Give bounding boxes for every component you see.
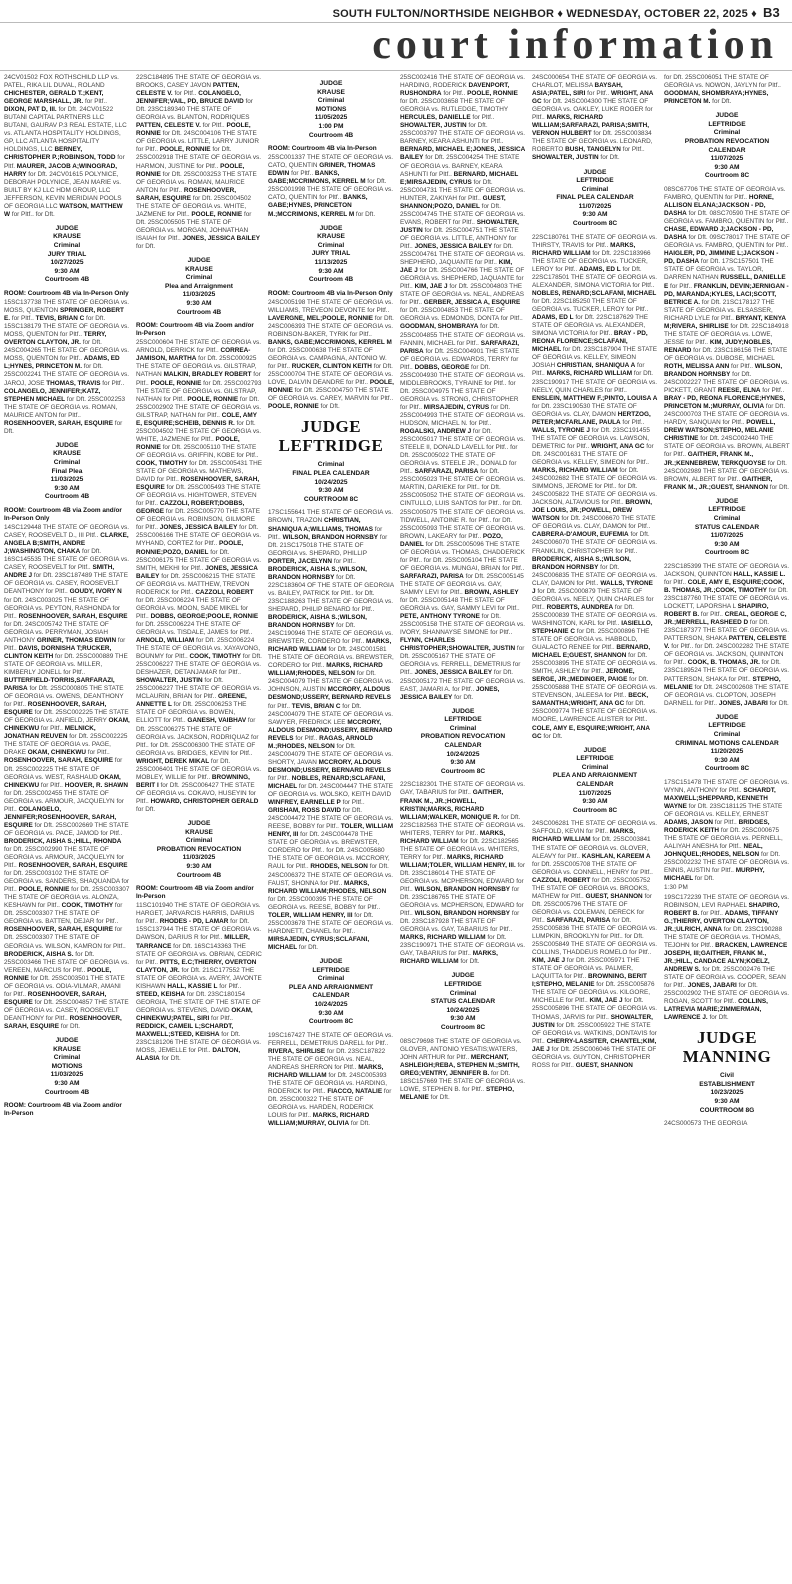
calendar-header-line: 11/07/2025 (710, 532, 744, 540)
calendar-header-line: Criminal (53, 459, 81, 467)
calendar-header-line: PLEA AND ARRAIGNMENT (552, 772, 638, 780)
calendar-header-line: Criminal (713, 514, 741, 522)
calendar-header-line: CALENDAR (708, 146, 746, 154)
calendar-header-line: JURY TRIAL (47, 250, 87, 258)
calendar-header-line: 11/03/2025 (50, 1071, 84, 1079)
calendar-header (4, 442, 130, 502)
calendar-header-line: Criminal (449, 724, 477, 732)
calendar-header-line: 10/24/2025 (446, 750, 480, 758)
calendar-header-line: JUDGE (715, 112, 739, 120)
case-listing: 17SC151478 THE STATE OF GEORGIA vs. WYNN, ANTHONY for Pltf.. SCHARDT, MAXWELL;SHEPPARD, KENNETH WAYNE for Dft. 23SC181125 THE STATE OF GEORGIA vs. KELLEY, ERNEST ADAMS, JASON for Pltf.. BRIDGES, RODERICK KEITH for Dft. 25SC000675 THE STATE OF GEORGIA vs. PERNELL, AALIYAH ANESHA for Pltf.. NEAL, JOHNQUEL;RHODES, NELSON for Dft. 25SC002232 THE STATE OF GEORGIA vs. ENNIS, AUSTIN for Pltf.. MURPHY, MICHAEL for Dft. (664, 778, 790, 883)
room-note: ROOM: Courtroom 4B via In-Person Only (4, 290, 129, 297)
calendar-header-line: 11/07/2025 (578, 789, 612, 797)
calendar-header-line: Courtroom 4B (44, 276, 90, 284)
calendar-header (664, 1072, 790, 1115)
calendar-header-line: Criminal (317, 975, 345, 983)
room-note: ROOM: Courtroom 4B via Zoom and/or In-Person (136, 885, 254, 901)
calendar-header-line: Courtroom 4B (176, 871, 222, 879)
calendar-header-line: Courtroom 4B (308, 276, 354, 284)
calendar-header-line: 10/27/2025 (50, 259, 84, 267)
calendar-header-line: 10/24/2025 (314, 1000, 348, 1008)
calendar-header-line: 9:30 AM (54, 267, 80, 275)
case-listing: 25SC001337 THE STATE OF GEORGIA vs. CATO, QUENTIN GRINER, THOMAS EDWIN for Pltf.. BANKS, GABE;MCCRIMONS, KERREL M for Dft. 25SC001998 THE STATE OF GEORGIA vs. CATO, QUENTIN for Pltf.. BANKS, GABE;HYNES, PRINCETON M.;MCCRIMONS, KERREL M for Dft. (268, 154, 394, 218)
case-listing: 24CV01502 FOX ROTHSCHILD LLP vs. PATEL, RIKA LIL DUVAL, ROLAND CHICHESTER, GERALD T.;KENT, GEORGE MARSHALL, JR. for Pltf.. DIXON, PAT D, III. for Dft. 24CV01522 BUTANI CAPITAL PARTNERS LLC BUTANI, GAURAV P.3 REAL ESTATE, LLC vs. ATLANTA HOSPITALITY HOLDINGS, GP, LLC ATLANTA HOSPITALITY HOLDINGS, LLC BERNEY, CHRISTOPHER P.;ROBINSON, TODD for Pltf. MAURER, JACOB A;WINOGRAD, HARRY for Dft. 24CV01615 POLYNICE, DEBORAH POLYNICE, JEAN MARIE vs. BUILT BY KJ LLC HDM GROUP, LLC JEFFERSON, KEVIN MERIDIAN POOLS OF GEORGIA LLC WATSON, MATTHEW W for Pltf.. for Dft. (4, 74, 127, 218)
column-1 (4, 74, 130, 1578)
calendar-header (532, 747, 658, 816)
case-listing: 19SC167427 THE STATE OF GEORGIA vs. FERRELL, DEMETRIUS DARELL for Pltf.. RIVERA, SHIRLISE for Dft. 23SC187822 THE STATE OF GEORGIA vs. NEAL, ANDREAS SHERRON for Pltf.. MARKS, RICHARD WILLIAM for Dft. 24SC005393 THE STATE OF GEORGIA vs. HARDING, RODERICK for Pltf.. FIACCO, NATALIE for Dft. 25SC000322 THE STATE OF GEORGIA vs. HARDEN, RODERICK LOUIS for Pltf.. MARKS, RICHARD WILLIAM;MURRAY, OLIVIA for Dft. (268, 1031, 394, 1128)
calendar-header-line: JUDGE (715, 497, 739, 505)
room-note: ROOM: Courtroom 4B via Zoom and/or In-Person (136, 322, 254, 338)
calendar-header-line: Criminal (581, 185, 609, 193)
calendar-header-line: 9:30 AM (54, 484, 80, 492)
calendar-header-line: Criminal (185, 837, 213, 845)
calendar-header-line: 9:30 AM (450, 759, 476, 767)
calendar-header-line: 11/13/2025 (314, 258, 348, 266)
calendar-header (268, 80, 394, 140)
case-listing: 14SC129448 THE STATE OF GEORGIA vs. CASEY, ROOSEVELT D., III Pltf.. CLARKE, ANGELA B;SMITH, ANDRE J;WASHINGTON, CHAKA for Dft. 16SC145535 THE STATE OF GEORGIA vs. CASEY, ROOSEVELT for Pltf.. SMITH, ANDRE J for Dft. 23SC187489 THE STATE OF GEORGIA vs. CASEY, ROOSEVELT DEANTHONY for Pltf.. GOUDY, IVORY N for Dft. 24SC003025 THE STATE OF GEORGIA vs. PEYTON, RASHONDA for Pltf.. ROSENHOOVER, SARAH, ESQUIRE for Dft. 24SC005742 THE STATE OF GEORGIA vs. PERRYMAN, JOSIAH ANTHONY GRINER, THOMAS EDWIN for Pltf.. DAVIS, DORNISHA T;RUCKER, CLINTON KEITH for Dft. 25SC000889 THE STATE OF GEORGIA vs. MILLER, KIMBERLY JONELL for Pltf.. BUTTERFIELD-TORRIS,SARFARAZI, PARISA for Dft. 25SC000805 THE STATE OF GEORGIA vs. OWENS, DEANTHONY for Pltf.. ROSENHOOVER, SARAH, ESQUIRE for Dft. 25SC002225 THE STATE OF GEORGIA vs. ANFIELD, JERRY OKAM, CHINEKWU for Pltf.. MELNICK, JONATHAN REUVEN for Dft. 25SC002225 THE STATE OF GEORGIA vs. PAGE, DRAKE OKAM, CHINEKWU for Pltf.. ROSENHOOVER, SARAH, ESQUIRE for Dft. 25SC002225 THE STATE OF GEORGIA vs. WEST, RASHAUD OKAM, CHINEKWU for Pltf.. HOOVER, R. SHAWN for Dft. 25SC002455 THE STATE OF GEORGIA vs. ARMOUR, JACQUELYN for Pltf.. COLANGELO, JENNIFER;ROSENHOOVER, SARAH, ESQUIRE for Dft. 25SC002669 THE STATE OF GEORGIA vs. PACE, JAMOD for Pltf.. BRODERICK, AISHA S.;HILL, RHONDA for Dft. 25SC002990 THE STATE OF GEORGIA vs. ARMOUR, JACQUELYN for Pltf.. ROSENHOOVER, SARAH, ESQUIRE for Dft. 25SC003102 THE STATE OF GEORGIA vs. SANDERS, SHAQUANDA for Pltf.. POOLE, RONNIE for Dft. 25SC003307 THE STATE OF GEORGIA vs. ALONZA, KESHAWN for Pltf.. COOK, TIMOTHY for Dft. 25SC003307 THE STATE OF GEORGIA vs. BATTEN, DEJAR for Pltf.. ROSENHOOVER, SARAH, ESQUIRE for Dft. 25SC003307 THE STATE OF GEORGIA vs. WILSON, KAMRON for Pltf.. BRODERICK, AISHA S. for Dft. 25SC003466 THE STATE OF GEORGIA vs. VEREEN, MARCUS for Pltf.. POOLE, RONNIE for Dft. 25SC003501 THE STATE OF GEORGIA vs. ODIA-VILMAR, AMANI for Pltf.. ROSENHOOVER, SARAH, ESQUIRE for Dft. 25SC004857 THE STATE OF GEORGIA vs. CASEY, ROOSEVELT DEANTHONY for Pltf.. ROSENHOOVER, SARAH, ESQUIRE for Dft. (4, 524, 130, 1030)
calendar-header-line: JUDGE (187, 820, 211, 828)
calendar-header-line: JUDGE (319, 957, 343, 965)
case-listing: 11SC101940 THE STATE OF GEORGIA vs. HARGET, JARVARCIS HARRIS, DARIUS for Pltf.. RHODES - PD, LAMAR for Dft. 15SC137944 THE STATE OF GEORGIA vs. DAWSON, DARIUS R for Pltf.. MILLER, TARRANCE for Dft. 16SC143363 THE STATE OF GEORGIA vs. OBRIAN, CEDRIC for Pltf.. PITTS, E.C;THIERRY, OVERTON CLAYTON, JR. for Dft. 21SC177552 THE STATE OF GEORGIA vs. AVERY, JAVONTE KISHAWN HALL, KASSIE L for Pltf.. STEED, KEISHA for Dft. 23SC180154 GEORGIA, THE STATE OF THE STATE OF GEORGIA vs. STEVENS, DAVID OKAM, CHINEKWU;PATEL, SIRI for Pltf.. REDDICK, CAMEIL L;SCHARDT, MAXWELL;STEED, KEISHA for Dft. 23SC181206 THE STATE OF GEORGIA vs. MOSS, JEMELLE for Pltf.. DALTON, ALASIA for Dft. (136, 902, 262, 1063)
calendar-header-line: Courtroom 8C (704, 765, 750, 773)
calendar-header (664, 112, 790, 181)
calendar-header-line: 9:30 AM (714, 540, 740, 548)
case-listing: 24SC000654 THE STATE OF GEORGIA vs. CHARLOT, MELISSA BAYSAH, ASIA;PATEL, SIRI for Pltf.. WRIGHT, ANA GC for Dft. 24SC004300 THE STATE OF GEORGIA vs. OAKLEY, LUKE ROGER for Pltf.. MARKS, RICHARD WILLIAM;SARFARAZI, PARISA;SMITH, VERNON HULBERT for Dft. 25SC003834 THE STATE OF GEORGIA vs. LEONARD, ROBERTO BUSH, TANGELYN for Pltf.. SHOWALTER, JUSTIN for Dft. (532, 74, 658, 162)
calendar-header-line: JUDGE (300, 417, 362, 437)
court-listings (4, 74, 790, 1578)
calendar-header-line: 11/20/2025 (710, 748, 744, 756)
calendar-header-line: COURTROOM 8G (699, 1106, 755, 1114)
calendar-header-line: JUDGE (451, 707, 475, 715)
calendar-header-line: PROBATION REVOCATION (420, 733, 506, 741)
calendar-header-line: Courtroom 8C (572, 220, 618, 228)
calendar-header-line: 9:30 AM (582, 798, 608, 806)
calendar-header-line: PLEA AND ARRAIGNMENT (288, 983, 374, 991)
calendar-header-line: Courtroom 4B (176, 308, 222, 316)
calendar-header-line: LEFTRIDGE (708, 722, 746, 730)
calendar-header-line: KRAUSE (53, 450, 81, 458)
calendar-header-line: 11/07/2025 (578, 202, 612, 210)
calendar-header-line: JUDGE (187, 257, 211, 265)
case-listing: 1:30 PM (664, 884, 688, 892)
room-note: ROOM: Courtroom 4B via In-Person Only (268, 289, 393, 297)
calendar-header-line: KRAUSE (185, 265, 213, 273)
calendar-header-line: JUDGE (451, 972, 475, 980)
calendar-header-line: FINAL PLEA CALENDAR (556, 194, 634, 202)
calendar-header-line: Criminal (53, 242, 81, 250)
calendar-header (664, 714, 790, 774)
case-listing: 17SC155641 THE STATE OF GEORGIA vs. BROWN, TRAZON CHRISTIAN, SHANIQUA A;WILLIAMS, THOMAS for Pltf.. WILSON, BRANDON HORNSBY for Dft. 21SC175018 THE STATE OF GEORGIA vs. SHEPARD, PHILLIP PORTER, JACELYNN for Pltf.. BRODERICK, AISHA S.;WILSON, BRANDON HORNSBY for Dft. 22SC183604 OF THE STATE OF GEORGIA vs. BAILEY, PATRICK for Pltf.. for Dft. 23SC188263 THE STATE OF GEORGIA vs. SHEPARD, PHILIP BENARD for Pltf.. BRODERICK, AISHA S.;WILSON, BRANDON HORNSBY for Dft. 24SC190946 THE STATE OF GEORGIA vs. BREWSTER, CORDERO for Pltf.. MARKS, RICHARD WILLIAM for Dft. 24SC001581 THE STATE OF GEORGIA vs. BREWSTER, CORDERO for Pltf.. MARKS, RICHARD WILLIAM;RHODES, NELSON for Dft. 24SC004079 THE STATE OF GEORGIA vs. JOHNSON, AUSTIN MCCRORY, ALDOUS DESMOND;USSERY, BERNARD REVELS for Pltf.. TEVIS, BRIAN C for Dft. 24SC004079 THE STATE OF GEORGIA vs. SAWYER, FREDRICK LEE MCCRORY, ALDOUS DESMOND;USSERY, BERNARD REVELS for Pltf.. RAGAS, ARNOLD M.;RHODES, NELSON for Dft. 24SC004079 THE STATE OF GEORGIA vs. SHORTY, JAVAN MCCRORY, ALDOUS DESMOND;USSERY, BERNARD REVELS for Pltf.. NOBLES, RENARD;SCLAFANI, MICHAEL for Dft. 24SC004447 THE STATE OF GEORGIA vs. WOLSKO, KEITH DAVID WINFREY, EARNELLE P for Pltf.. GRISHAM, ROSS DAVID for Dft. 24SC004472 THE STATE OF GEORGIA vs. REESE, BOBBY for Pltf.. TOLER, WILLIAM HENRY, III for Dft. 24SC004478 THE STATE OF GEORGIA vs. BREWSTER, CORDERO for Pltf.. for Dft. 24SC005680 THE STATE OF GEORGIA vs. MCCRORY, RAUL for Pltf.. RHODES, NELSON for Dft. 24SC006372 THE STATE OF GEORGIA vs. FAUST, SHONNA for Pltf.. MARKS, RICHARD WILLIAM;RHODES, NELSON for Dft. 25SC000395 THE STATE OF GEORGIA vs. REESE, BOBBY for Pltf.. TOLER, WILLIAM HENRY, III for Dft. 25SC003678 THE STATE OF GEORGIA vs. HARDNETT, CHANEL for Pltf.. MIRSAJEDIN, CYRUS;SCLAFANI, MICHAEL for Dft. (268, 509, 394, 951)
case-listing: 24SC006281 THE STATE OF GEORGIA vs. SAFFOLD, KEVIN for Pltf.. MARKS, RICHARD WILLIAM for Dft. 25SC003841 THE STATE OF GEORGIA vs. GLOVER, ALEAVY for Pltf.. KASHLAN, KAREEM A for Dft. 25SC005708 THE STATE OF GEORGIA vs. CONNELL, HENRY for Pltf.. CAZZOLI, ROBERT for Dft. 25SC005752 THE STATE OF GEORGIA vs. BROOKS, MATHEW for Pltf.. GUEST, SHANNON for Dft. 25SC005796 THE STATE OF GEORGIA vs. COLEMAN, DERECK for Pltf.. SARFARAZI, PARISA for Dft. 25SC005836 THE STATE OF GEORGIA vs. LUMPKIN, BROOKLYN for Pltf.. for Dft. 25SC005849 THE STATE OF GEORGIA vs. COLLINS, THADDEUS ROMELO for Pltf.. KIM, JAE J for Dft. 25SC005971 THE STATE OF GEORGIA vs. PALMER, LAQUITTA for Pltf.. BROWNING, BERIT I;STEPHO, MELANIE for Dft. 25SC005876 THE STATE OF GEORGIA vs. KILGORE, MICHELLE for Pltf.. KIM, JAE J for Dft. 25SC005896 THE STATE OF GEORGIA vs. THOMAS, JARVIS for Pltf.. SHOWALTER, JUSTIN for Dft. 25SC005922 THE STATE OF GEORGIA vs. WATKINS, DONTAVIS for Pltf.. CHERRY-LASSITER, CHANTEL;KIM, JAE J for Dft. 25SC006046 THE STATE OF GEORGIA vs. GUYTON, CHRISTOPHER ROSS for Pltf.. GUEST, SHANNON (532, 820, 658, 1069)
calendar-header-line: Courtroom 8C (572, 806, 618, 814)
calendar-header-line: Courtroom 8C (704, 172, 750, 180)
calendar-header-line: 11/07/2025 (710, 155, 744, 163)
calendar-header (400, 972, 526, 1032)
calendar-header-line: JUDGE (715, 713, 739, 721)
column-4 (400, 74, 526, 1578)
calendar-header-line: Criminal (581, 763, 609, 771)
calendar-header-line: 9:30 AM (582, 211, 608, 219)
case-listing: 08SC79698 THE STATE OF GEORGIA vs. GLOVER, ANTONIO YESATIS;WATERS, JOHN ARTHUR for Pltf.. MERCHANT, ASHLEIGH;REBA, STEPHEN M.;SMITH, GREG;VENTRY, JENNIFER B. for Dft. 18SC157669 THE STATE OF GEORGIA vs. LOWE, STEPHEN B. for Pltf.. STEPHO, MELANIE for Dft. (400, 1037, 526, 1101)
calendar-header-line: 9:30 AM (714, 756, 740, 764)
room-note: ROOM: Courtroom 4B via Zoom and/or In-Person (4, 1102, 122, 1118)
calendar-header-line: Criminal (317, 97, 345, 105)
column-2 (136, 74, 262, 1578)
calendar-header-line: LEFTRIDGE (278, 436, 384, 456)
calendar-header-line: PROBATION REVOCATION (684, 137, 770, 145)
calendar-header-line: LEFTRIDGE (576, 755, 614, 763)
calendar-header-line: JUDGE (55, 224, 79, 232)
calendar-header-line: COURTROOM 8C (303, 495, 359, 503)
calendar-header-line: JUDGE (583, 168, 607, 176)
calendar-header-line: LEFTRIDGE (576, 177, 614, 185)
calendar-header-line: ESTABLISHMENT (699, 1080, 755, 1088)
calendar-header-line: Plea and Arraignment (165, 282, 233, 290)
calendar-header-line: CALENDAR (576, 781, 614, 788)
calendar-header-line: MOTIONS (51, 1062, 83, 1070)
calendar-header-line: Criminal (185, 274, 213, 282)
calendar-header-line: 9:30 AM (186, 863, 212, 871)
calendar-header-line: Courtroom 8C (704, 549, 750, 557)
case-listing: 24CS000573 THE GEORGIA (664, 1120, 748, 1128)
calendar-header-line: JUDGE (319, 224, 343, 232)
calendar-header-line: 11/03/2025 (50, 476, 84, 484)
calendar-header-line: Criminal (53, 1054, 81, 1062)
calendar-header-line: Civil (720, 1072, 734, 1080)
calendar-header-line: JUDGE (55, 441, 79, 449)
case-listing: 15SC137738 THE STATE OF GEORGIA vs. MOSS, QUENTON SPRINGER, ROBERT E. for Pltf.. TEVIS, BRIAN C for Dft. 15SC138179 THE STATE OF GEORGIA vs. MOSS, QUENTON for Pltf.. TERRY, OVERTON CLAYTON, JR. for Dft. 24SC004265 THE STATE OF GEORGIA vs. MOSS, QUENTON for Pltf.. ADAMS, ED L;HYNES, PRINCETON M. for Dft. 25SC002241 THE STATE OF GEORGIA vs. JAROJ, JOSE THOMAS, TRAVIS for Pltf.. COLANGELO, JENNIFER;KATZ, STEPHEN MICHAEL for Dft. 25SC002253 THE STATE OF GEORGIA vs. ROMAN, MAURICE ANTON for Pltf.. ROSENHOOVER, SARAH, ESQUIRE for Dft. (4, 299, 130, 435)
calendar-header-line: LEFTRIDGE (708, 506, 746, 514)
calendar-header-line: KRAUSE (317, 233, 345, 241)
calendar-header-line: Final Plea (51, 467, 83, 475)
calendar-header (4, 225, 130, 285)
case-listing: 22SC180761 THE STATE OF GEORGIA vs. THIRSTY, TRAVIS for Pltf.. MARKS, RICHARD WILLIAM for Dft. 22SC183966 THE STATE OF GEORGIA vs. TUCKER, LEROY for Pltf.. ADAMS, ED L for Dft. 22SC178501 THE STATE OF GEORGIA vs. ALEXANDER, SIMONA VICTORIA for Pltf.. NOBLES, RENARD;SCLAFANI, MICHAEL for Dft. 22SC185250 THE STATE OF GEORGIA vs. TUCKER, LEROY for Pltf.. ADAMS, ED L for Dft. 22SC187629 THE STATE OF GEORGIA vs. ALEXANDER, SIMONA VICTORIA for Pltf.. BRAY - PD, REONA FLORENCE;SCLAFANI, MICHAEL for Dft. 23SC187904 THE STATE OF GEORGIA vs. KELLEY, SIMEON JOSIAH CHRISTIAN, SHANIQUA A for Pltf.. MARKS, RICHARD WILLIAM for Dft. 23SC190917 THE STATE OF GEORGIA vs. NEELY, QUIN CHARLES for Pltf.. ENSLEIN, MATTHEW F.;PINTO, LOUISA A for Dft. 23SC190530 THE STATE OF GEORGIA vs. CLAY, DAMON HERTZOG, PETER;MCFARLANE, PAULA for Pltf.. WALLS, TYRONE J for Dft. 23SC191455 THE STATE OF GEORGIA vs. LAWSON, DEMETRIC for Pltf.. WRIGHT, ANA GC for Dft. 24SC001631 THE STATE OF GEORGIA vs. KELLEY, SIMEON for Pltf.. MARKS, RICHARD WILLIAM for Dft. 24SC002682 THE STATE OF GEORGIA vs. SIMMONS, JEROME for Pltf.. for Dft. 24SC005822 THE STATE OF GEORGIA vs. JACKSON, ALTAVIOUS for Pltf.. BROWN, JOE LOUIS, JR.;POWELL, DREW WATSON for Dft. 24SC006670 THE STATE OF GEORGIA vs. CLAY, DAMON for Pltf.. CABRERA-D'AMOUR, EUFEMIA for Dft. 24SC006070 THE STATE OF GEORGIA vs. FRANKLIN, CHRISTOPHER for Pltf.. BRODERICK, AISHA S.;WILSON, BRANDON HORNSBY for Dft. 24SC006835 THE STATE OF GEORGIA vs. CLAY, DAMON for Pltf.. WALLS, TYRONE J for Dft. 25SC000879 THE STATE OF GEORGIA vs. NEELY, QUIN CHARLES for Pltf.. ROBERTS, AUNDREA for Dft. 25SC000839 THE STATE OF GEORGIA vs. WASHINGTON, KARL for Pltf.. IASIELLO, STEPHANIE C for Dft. 25SC000896 THE STATE OF GEORGIA vs. HABBOLD, GUALACTO RENEE for Pltf.. BERNARD, MICHAEL E;GUEST, SHANNON for Dft. 25SC003895 THE STATE OF GEORGIA vs. SMITH, ASHLEY for Pltf.. JEROME, SERGE, JR.;MEDINGER, PAIGE for Dft. 25SC005888 THE STATE OF GEORGIA vs. STEVENSON, JALEESA for Pltf.. BECK, SAMANTHA;WRIGHT, ANA GC for Dft. 25SC009774 THE STATE OF GEORGIA vs. MOORE, LAWRENCE ALISTER for Pltf.. COLE, AMY E, ESQUIRE;WRIGHT, ANA GC for Dft. (532, 233, 658, 740)
calendar-header (136, 820, 262, 880)
calendar-header (268, 958, 394, 1027)
calendar-header-line: CALENDAR (312, 992, 350, 1000)
calendar-header-line: KRAUSE (53, 1045, 81, 1053)
calendar-header-line: Courtroom 8C (440, 1024, 486, 1032)
calendar-header-line: 10/23/2025 (710, 1089, 744, 1097)
calendar-header (664, 498, 790, 558)
case-listing: 25SC000604 THE STATE OF GEORGIA vs. ARNOLD, DERRICK for Pltf.. CORREA-JAMISON, MARTHA for Dft. 25SC000925 THE STATE OF GEORGIA vs. GILSTRAP, NATHAN MALKIN, BRADLEY ROBERT for Pltf.. POOLE, RONNIE for Dft. 25SC002793 THE STATE OF GEORGIA vs. GILSTRAP, NATHAN for Pltf.. POOLE, RONNIE for Dft. 25SC002902 THE STATE OF GEORGIA vs. GILSTRAP, NATHAN for Pltf.. COLE, AMY E, ESQUIRE;SCHEIB, DENNIS R. for Dft. 25SC004502 THE STATE OF GEORGIA vs. WHITE, JAZMENE for Pltf.. POOLE, RONNIE for Dft. 25SC005110 THE STATE OF GEORGIA vs. GRIFFIN, KOBE for Pltf.. COOK, TIMOTHY for Dft. 25SC005431 THE STATE OF GEORGIA vs. MATHEWS, DAVID for Pltf.. ROSENHOOVER, SARAH, ESQUIRE for Dft. 25SC005493 THE STATE OF GEORGIA vs. HIGHTOWER, STEVEN for Pltf.. CAZZOLI, ROBERT;DOBBS, GEORGE for Dft. 25SC005770 THE STATE OF GEORGIA vs. ROBINSON, GILMORE for Pltf.. JONES, JESSICA BAILEY for Dft. 25SC006166 THE STATE OF GEORGIA vs. MYHAND, CORTEZ for Pltf.. POOLE, RONNIE;POZO, DANIEL for Dft. 25SC006175 THE STATE OF GEORGIA vs. SMITH, MEKHI for Pltf.. JONES, JESSICA BAILEY for Dft. 25SC006215 THE STATE OF GEORGIA vs. MATTHEW, TREVON RODERICK for Pltf.. CAZZOLI, ROBERT for Dft. 25SC006224 THE STATE OF GEORGIA vs. MOON, SADE MIKEL for Pltf.. DOBBS, GEORGE;POOLE, RONNIE for Dft. 25SC006224 THE STATE OF GEORGIA vs. TISDALE, JAMES for Pltf.. ARNOLD, WILLIAM for Dft. 25SC006224 THE STATE OF GEORGIA vs. XAYAVONG, BOUNMY for Pltf.. COOK, TIMOTHY for Dft. 25SC006227 THE STATE OF GEORGIA vs. DESHAZER, DETANJAMAR for Pltf.. SHOWALTER, JUSTIN for Dft. 25SC006227 THE STATE OF GEORGIA vs. MCLAURIN, BRIAN for Pltf.. GREENE, ANNETTE L for Dft. 25SC006253 THE STATE OF GEORGIA vs. BOWEN, ELLIOTT for Pltf.. GANESH, VAIBHAV for Dft. 25SC006275 THE STATE OF GEORGIA vs. JACKSON, RODRIQUAZ for Pltf.. for Dft. 25SC006300 THE STATE OF GEORGIA vs. BRIDGES, KEVIN for Pltf.. WRIGHT, DEREK MIKAL for Dft. 25SC006401 THE STATE OF GEORGIA vs. MOBLEY, WILLIE for Pltf.. BROWNING, BERIT I for Dft. 25SC006427 THE STATE OF GEORGIA vs. COKAVO, HUSEYIN for Pltf.. HOWARD, CHRISTOPHER GERALD for Dft. (136, 339, 262, 813)
calendar-header-line: Courtroom 4B (44, 1088, 90, 1096)
judge-banner (268, 417, 394, 455)
column-6 (664, 74, 790, 1578)
case-listing: 22SC182301 THE STATE OF GEORGIA vs. GAY, TABARIUS for Pltf.. GAITHER, FRANK M., JR.;HOWELL, KRISTIN;MARKS, RICHARD WILLIAM;WALKER, MONIQUE R. for Dft. 22SC182563 THE STATE OF GEORGIA vs. WHITERS, TERRY for Pltf.. MARKS, RICHARD WILLIAM for Dft. 22SC182565 THE STATE OF GEORGIA vs. WHITERS, TERRY for Pltf.. MARKS, RICHARD WILLIAM;TOLER, WILLIAM HENRY, III. for Dft. 23SC186014 THE STATE OF GEORGIA vs. MCPHERSON, EDWARD for Pltf.. WILSON, BRANDON HORNSBY for Dft. 23SC186765 THE STATE OF GEORGIA vs. MCPHERSON, EDWARD for Pltf.. WILSON, BRANDON HORNSBY for Dft. 23SC187928 THE STATE OF GEORGIA vs. GAY, TABARIUS for Pltf.. MARKS, RICHARD WILLIAM for Dft. 23SC190971 THE STATE OF GEORGIA vs. GAY, TABARIUS for Pltf.. MARKS, RICHARD WILLIAM for Dft. (400, 781, 526, 966)
calendar-header-line: 9:30 AM (450, 1015, 476, 1023)
header-divider (0, 70, 792, 71)
calendar-header-line: MANNING (682, 1047, 772, 1067)
calendar-header-line: LEFTRIDGE (312, 966, 350, 974)
calendar-header-line: Criminal (317, 461, 345, 469)
calendar-header (268, 225, 394, 285)
masthead (333, 5, 780, 20)
calendar-header-line: LEFTRIDGE (444, 716, 482, 724)
calendar-header (136, 257, 262, 317)
calendar-header-line: LEFTRIDGE (444, 981, 482, 989)
calendar-header-line: KRAUSE (317, 88, 345, 96)
calendar-header-line: JUDGE (696, 1028, 758, 1048)
calendar-header-line: FINAL PLEA CALENDAR (292, 470, 370, 478)
calendar-header-line: Courtroom 8C (308, 1018, 354, 1026)
calendar-header-line: Criminal (449, 989, 477, 997)
calendar-header-line: KRAUSE (53, 233, 81, 241)
case-listing: 08SC67706 THE STATE OF GEORGIA vs. FAMBRO, QUENTIN for Pltf.. HORNE, ALLISON ELANA;JACKSON - PD, DASHA for Dft. 08SC70590 THE STATE OF GEORGIA vs. FAMBRO, QUENTIN for Pltf.. CHASE, EDWARD J;JACKSON - PD, DASHA for Dft. 09SC78017 THE STATE OF GEORGIA vs. FAMBRO, QUENTIN for Pltf.. HAIGLER, PD, JIMMINE L;JACKSON - PD, DASHA for Dft. 17SC157501 THE STATE OF GEORGIA vs. TAYLOR, DARREN NATHAN RUSSELL, DANIELLE E for Pltf.. FRANKLIN, DEVIN;JERNIGAN - PD, MARANDA;KYLES, LACI;SCOTT, BETRICE A. for Dft. 21SC178127 THE STATE OF GEORGIA vs. ELSASSER, RICHARD LYLE for Pltf.. BRYANT, KENYA M;RIVERA, SHIRLISE for Dft. 22SC184918 THE STATE OF GEORGIA vs. LOWE, JESSE for Pltf.. KIM, JUDY;NOBLES, RENARD for Dft. 23SC186156 THE STATE OF GEORGIA vs. DUBOSE, MICHAEL ROTH, MELISSA ANN for Pltf.. WILSON, BRANDON HORNSBY for Dft. 24SC002227 THE STATE OF GEORGIA vs. PICKETT, GRANT REESE, ELNA for Pltf.. BRAY - PD, REONA FLORENCE;HYNES, PRINCETON M.;MURRAY, OLIVIA for Dft. 24SC000703 THE STATE OF GEORGIA vs. HARDY, SANQUAN for Pltf.. POWELL, DREW WATSON;STEPHO, MELANIE CHRISTINE for Dft. 24SC002440 THE STATE OF GEORGIA vs. BROWN, ALBERT for Pltf.. GAITHER, FRANK M., JR.;KENNEBREW, TERKQUOYSE for Dft. 24SC002989 THE STATE OF GEORGIA vs. BROWN, ALBERT for Pltf.. GAITHER, FRANK M., JR.;GUEST, SHANNON for Dft. (664, 185, 790, 491)
calendar-header-line: PROBATION REVOCATION (156, 845, 242, 853)
page-header (0, 0, 792, 23)
calendar-header-line: 9:30 AM (318, 1009, 344, 1017)
column-3 (268, 74, 394, 1578)
calendar-header-line: JUDGE (583, 746, 607, 754)
case-listing: 22SC184895 THE STATE OF GEORGIA vs. BROOKS, CASEY JAVON PATTEN, CELESTE V. for Pltf.. COLANGELO, JENNIFER;VAIL, PD, BRUCE DAVID for Dft. 23SC189340 THE STATE OF GEORGIA vs. BLANTON, RODRIQUES PATTEN, CELESTE V. for Pltf.. POOLE, RONNIE for Dft. 24SC004106 THE STATE OF GEORGIA vs. LITTLE, LARRY JUNIOR for Pltf.. POOLE, RONNIE for Dft. 25SC002918 THE STATE OF GEORGIA vs. HARMON, JUSTINE for Pltf.. POOLE, RONNIE for Dft. 25SC003253 THE STATE OF GEORGIA vs. ROMAN, MAURICE ANTON for Pltf.. ROSENHOOVER, SARAH, ESQUIRE for Dft. 25SC004502 THE STATE OF GEORGIA vs. WHITE, JAZMENE for Pltf.. POOLE, RONNIE for Dft. 25SC005505 THE STATE OF GEORGIA vs. MORGAN, JOHNATHAN ISAIAH for Pltf.. JONES, JESSICA BAILEY for Dft. (136, 74, 262, 250)
calendar-header (268, 461, 394, 504)
calendar-header-line: CRIMINAL MOTIONS CALENDAR (675, 739, 779, 747)
calendar-header-line: MOTIONS (315, 105, 347, 113)
calendar-header-line: CALENDAR (444, 742, 482, 750)
calendar-header-line: STATUS CALENDAR (694, 523, 760, 531)
calendar-header-line: Courtroom 4B (44, 493, 90, 501)
calendar-header-line: 1:00 PM (318, 122, 344, 130)
masthead-text: SOUTH FULTON/NORTHSIDE NEIGHBOR ♦ WEDNESDAY, OCTOBER 22, 2025 ♦ (332, 8, 757, 20)
calendar-header-line: JURY TRIAL (311, 250, 351, 258)
case-listing: 19SC172239 THE STATE OF GEORGIA vs. ROBINSON, LEVI RAPHAEL SHAPIRO, ROBERT B. for Pltf.. ADAMS, TIFFANY G.;THIERRY, OVERTON CLAYTON, JR.;ULRICH, ANNA for Dft. 23SC190288 THE STATE OF GEORGIA vs. THOMAS, TEJOHN for Pltf.. BRACKEN, LAWRENCE JOSEPH, III;GAITHER, FRANK M., JR.;HILL, CANDACE ALYN;KOELZ, ANDREW S. for Dft. 25SC002476 THE STATE OF GEORGIA vs. COOPER, SEAN for Pltf.. JONES, JABARI for Dft. 25SC002902 THE STATE OF GEORGIA vs. ROGAN, SCOTT for Pltf.. COLLINS, LATREVIA MARIE;ZIMMERMAN, LAWRENCE J. for Dft. (664, 893, 790, 1022)
calendar-header (532, 169, 658, 229)
judge-banner (664, 1028, 790, 1066)
calendar-header-line: LEFTRIDGE (708, 120, 746, 128)
page-number: B3 (762, 5, 780, 20)
calendar-header-line: Courtroom 8C (440, 767, 486, 775)
room-note: ROOM: Courtroom 4B via Zoom and/or In-Person Only (4, 507, 122, 523)
calendar-header-line: 11/03/2025 (182, 291, 216, 299)
calendar-header-line: Criminal (317, 241, 345, 249)
calendar-header-line: 9:30 AM (186, 300, 212, 307)
calendar-header-line: JUDGE (319, 80, 343, 87)
calendar-header-line: 11/05/2025 (314, 114, 348, 122)
calendar-header-line: KRAUSE (185, 828, 213, 836)
calendar-header-line: 9:30 AM (714, 163, 740, 171)
calendar-header-line: 9:30 AM (318, 487, 344, 495)
case-listing: for Dft. 25SC006051 THE STATE OF GEORGIA vs. NOWON, JAYLYN for Pltf.. GOODMAN, SHOMBRAYA;HYNES, PRINCETON M. for Dft. (664, 74, 781, 106)
column-5 (532, 74, 658, 1578)
calendar-header (4, 1037, 130, 1097)
calendar-header-line: Criminal (713, 129, 741, 137)
calendar-header-line: 11/03/2025 (182, 854, 216, 862)
calendar-header-line: STATUS CALENDAR (430, 998, 496, 1006)
calendar-header-line: 9:30 AM (714, 1098, 740, 1106)
section-title: court information (372, 22, 778, 68)
case-listing: 24SC005198 THE STATE OF GEORGIA vs. WILLIAMS, TREVEON DEVONTE for Pltf.. LAVERGNE, MEL;POOLE, RONNIE for Dft. 24SC006393 THE STATE OF GEORGIA vs. ROBINSON-BAKER, TYRIK for Pltf.. BANKS, GABE;MCCRIMONS, KERREL M for Dft. 25SC000638 THE STATE OF GEORGIA vs. CAMPAGNA, ANTONIO W. for Pltf.. RUCKER, CLINTON KEITH for Dft. 25SC000704 THE STATE OF GEORGIA vs. LOVE, DALVIN DEANDRE for Pltf.. POOLE, RONNIE for Dft. 25SC004750 THE STATE OF GEORGIA vs. CAREY, MARVIN for Pltf.. POOLE, RONNIE for Dft. (268, 298, 394, 411)
calendar-header-line: Criminal (713, 730, 741, 738)
case-listing: 22SC185399 THE STATE OF GEORGIA vs. JACKSON, QUINNTON HALL, KASSIE L. for Pltf.. COLE, AMY E, ESQUIRE;COOK, B. THOMAS, JR.;COOK, TIMOTHY for Dft. 23SC187760 THE STATE OF GEORGIA vs. LOCKETT, LAPORSHA L SHAPIRO, ROBERT B. for Pltf.. CREAL, GEORGE C, JR.;MERRELL, RASHEED D for Dft. 23SC187377 THE STATE OF GEORGIA vs. PATTERSON, SHAKA PATTEN, CELESTE V. for Pltf.. for Dft. 24SC002282 THE STATE OF GEORGIA vs. JACKSON, QUINNTON for Pltf.. COOK, B. THOMAS, JR. for Dft. 23SC189524 THE STATE OF GEORGIA vs. PATTERSON, SHAKA for Pltf.. STEPHO, MELANIE for Dft. 24SC002608 THE STATE OF GEORGIA vs. CLOPTON, JOSEPH DARNELL for Pltf.. JONES, JABARI for Dft. (664, 562, 790, 707)
calendar-header-line: 9:30 AM (54, 1080, 80, 1088)
calendar-header-line: 10/24/2025 (314, 478, 348, 486)
room-note: ROOM: Courtroom 4B via In-Person (268, 145, 377, 153)
calendar-header-line: 10/24/2025 (446, 1006, 480, 1014)
case-listing: 25SC002416 THE STATE OF GEORGIA vs. HARDING, RODERICK DAVENPORT, RUSHONDRA for Pltf.. POOLE, RONNIE for Dft. 25SC003658 THE STATE OF GEORGIA vs. RUTLEDGE, TIMOTHY HERCULES, DANIELLE for Pltf.. SHOWALTER, JUSTIN for Dft. 25SC003797 THE STATE OF GEORGIA vs. BARNEY, KEARA ASHUNTI for Pltf.. BERNARD, MICHAEL E;JONES, JESSICA BAILEY for Dft. 25SC004254 THE STATE OF GEORGIA vs. BARNEY, KEARA ASHUNTI for Pltf.. BERNARD, MICHAEL E;MIRSAJEDIN, CYRUS for Dft. 25SC004731 THE STATE OF GEORGIA vs. HUNTER, ZAKIYAH for Pltf.. GUEST, SHANNON;POZO, DANIEL for Dft. 25SC004745 THE STATE OF GEORGIA vs. EVANS, ROBERT for Pltf.. SHOWALTER, JUSTIN for Dft. 25SC004751 THE STATE OF GEORGIA vs. LITTLE, ANTHONY for Pltf.. JONES, JESSICA BAILEY for Dft. 25SC004761 THE STATE OF GEORGIA vs. SHEPHERD, JAQUANTE for Pltf.. KIM, JAE J for Dft. 25SC004766 THE STATE OF GEORGIA vs. SHEPHERD, JAQUANTE for Pltf.. KIM, JAE J for Dft. 25SC004803 THE STATE OF GEORGIA vs. NEAL, ANDREAS for Pltf.. GERBER, JESSICA A, ESQUIRE for Dft. 25SC004853 THE STATE OF GEORGIA vs. EDMONDS, DONTA for Pltf.. GOODMAN, SHOMBRAYA for Dft. 25SC004855 THE STATE OF GEORGIA vs. FANNIN, MICHAEL for Pltf.. SARFARAZI, PARISA for Dft. 25SC004901 THE STATE OF GEORGIA vs. EDWARDS, TERRY for Pltf.. DOBBS, GEORGE for Dft. 25SC004930 THE STATE OF GEORGIA vs. MIDDLEBROOKS, TYRAINE for Pltf.. for Dft. 25SC004975 THE STATE OF GEORGIA vs. STRONG, CHRISTOPHER for Pltf.. MIRSAJEDIN, CYRUS for Dft. 25SC004993 THE STATE OF GEORGIA vs. HUDSON, MICHAEL N. for Pltf.. ROGALSKI, ANDREW J for Dft. 25SC005017 THE STATE OF GEORGIA vs. STEELE II, DONALD LAVELL for Pltf.. for Dft. 25SC005022 THE STATE OF GEORGIA vs. STEELE JR., DONALD for Pltf.. SARFARAZI, PARISA for Dft. 25SC005023 THE STATE OF GEORGIA vs. MARTIN, DARIEKE for Pltf.. for Dft. 25SC005052 THE STATE OF GEORGIA vs. CINTULLO, LUIS SANTOS for Pltf.. for Dft. 25SC005075 THE STATE OF GEORGIA vs. TIDWELL, ANTOINE R. for Pltf.. for Dft. 25SC005093 THE STATE OF GEORGIA vs. BROWN, LAKEARY for Pltf.. POZO, DANIEL for Dft. 25SC005096 THE STATE OF GEORGIA vs. THOMAS, CHADDERICK for Pltf.. for Dft. 25SC005104 THE STATE OF GEORGIA vs. MUNGAI, BRIAN for Pltf.. SARFARAZI, PARISA for Dft. 25SC005145 THE STATE OF GEORGIA vs. GAY, SAMMY LEVI for Pltf.. BROWN, ASHLEY for Dft. 25SC005148 THE STATE OF GEORGIA vs. GAY, SAMMY LEVI for Pltf.. PETE, ANTHONY TYRONE for Dft. 25SC005158 THE STATE OF GEORGIA vs. IVORY, SHANNAYSE SIMONE for Pltf.. FLYNN, CHARLES CHRISTOPHER;SHOWALTER, JUSTIN for Dft. 25SC005167 THE STATE OF GEORGIA vs. FERRELL, DEMETRIUS for Pltf.. JONES, JESSICA BAILEY for Dft. 25SC005172 THE STATE OF GEORGIA vs. EAST, JAMARI A. for Pltf.. JONES, JESSICA BAILEY for Dft. (400, 74, 526, 701)
calendar-header-line: JUDGE (55, 1037, 79, 1045)
calendar-header-line: 9:30 AM (318, 267, 344, 275)
calendar-header (400, 708, 526, 777)
calendar-header-line: Courtroom 4B (308, 131, 354, 139)
